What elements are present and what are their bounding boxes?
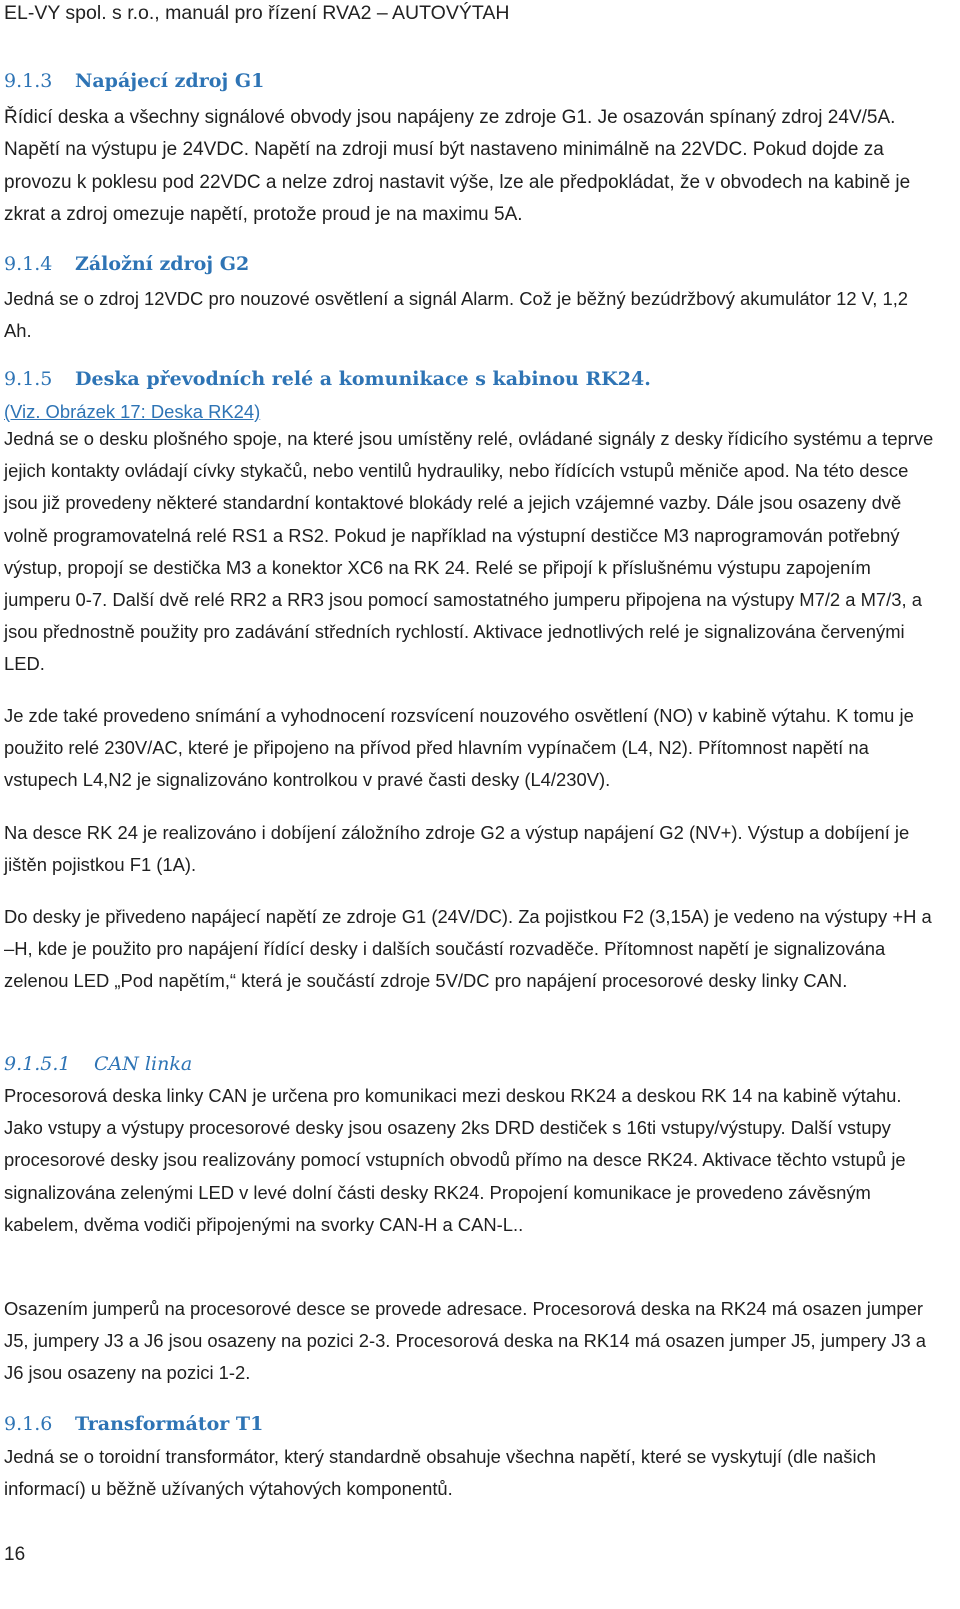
- paragraph-9-1-3: Řídicí deska a všechny signálové obvody jsou napájeny ze zdroje G1. Je osazován spínaný zdroj 24V/5A. Napětí na výstupu je 24VDC. Napětí na zdroji musí být nastaveno minimálně na 22VDC. Pokud dojde za provozu k poklesu pod 22VDC a nelze zdroj nastavit výše, lze ale předpokládat, že v obvodech na kabině je zkrat a zdroj omezuje napětí, protože proud je na maximu 5A.: [4, 107, 911, 226]
- heading-number: 9.1.5.1: [4, 1053, 71, 1075]
- header-title: EL-VY spol. s r.o., manuál pro řízení RVA2 – AUTOVÝTAH: [4, 2, 510, 24]
- heading-title: Záložní zdroj G2: [75, 253, 250, 275]
- heading-title: Deska převodních relé a komunikace s kabinou RK24.: [75, 368, 651, 390]
- heading-title: Napájecí zdroj G1: [75, 70, 265, 92]
- page-header: [4, 0, 509, 26]
- paragraph-9-1-5-1-b: Osazením jumperů na procesorové desce se provede adresace. Procesorová deska na RK24 má osazen jumper J5, jumpery J3 a J6 jsou osazeny na pozici 2-3. Procesorová deska na RK14 má osazen jumper J5, jumpery J3 a J6 jsou osazeny na pozici 1-2.: [4, 1298, 927, 1384]
- paragraph-9-1-5-d: Do desky je přivedeno napájecí napětí ze zdroje G1 (24V/DC). Za pojistkou F2 (3,15A) je vedeno na výstupy +H a –H, kde je použito pro napájení řídící desky i dalších součástí rozvaděče. Přítomnost napětí je signalizována zelenou LED „Pod napětím,“ která je součástí zdroje 5V/DC pro napájení procesorové desky linky CAN.: [4, 906, 932, 992]
- heading-9-1-6: [4, 1413, 263, 1435]
- heading-number: 9.1.6: [4, 1413, 53, 1435]
- paragraph-9-1-4: Jedná se o zdroj 12VDC pro nouzové osvětlení a signál Alarm. Což je běžný bezúdržbový akumulátor 12 V, 1,2 Ah.: [4, 288, 909, 342]
- heading-title: CAN linka: [94, 1053, 193, 1075]
- paragraph-9-1-5-b: Je zde také provedeno snímání a vyhodnocení rozsvícení nouzového osvětlení (NO) v kabině výtahu. K tomu je použito relé 230V/AC, které je připojeno na přívod před hlavním vypínačem (L4, N2). Přítomnost napětí na vstupech L4,N2 je signalizováno kontrolkou v pravé časti desky (L4/230V).: [4, 705, 914, 791]
- heading-title: Transformátor T1: [75, 1413, 264, 1435]
- paragraph-9-1-5-c: Na desce RK 24 je realizováno i dobíjení záložního zdroje G2 a výstup napájení G2 (NV+). Výstup a dobíjení je jištěn pojistkou F1 (1A).: [4, 822, 910, 876]
- heading-9-1-5: [4, 368, 651, 390]
- heading-number: 9.1.3: [4, 70, 53, 92]
- paragraph-9-1-5-1-a: Procesorová deska linky CAN je určena pro komunikaci mezi deskou RK24 a deskou RK 14 na kabině výtahu. Jako vstupy a výstupy procesorové desky jsou osazeny 2ks DRD destiček s 16ti vstupy/výstupy. Další vstupy procesorové desky jsou realizovány pomocí vstupních obvodů přímo na desce RK24. Aktivace těchto vstupů je signalizována zelenými LED v levé dolní části desky RK24. Propojení komunikace je provedeno závěsným kabelem, dvěma vodiči připojenými na svorky CAN-H a CAN-L..: [4, 1085, 906, 1235]
- paragraph-9-1-5-a: Jedná se o desku plošného spoje, na které jsou umístěny relé, ovládané signály z desky řídicího systému a teprve jejich kontakty ovládají cívky stykačů, nebo ventilů hydrauliky, nebo řídících vstupů měniče apod. Na této desce jsou již provedeny některé standardní kontaktové blokády relé a jejich vzájemné vazby. Dále jsou osazeny dvě volně programovatelná relé RS1 a RS2. Pokud je například na výstupní destičce M3 naprogramován potřebný výstup, propojí se destička M3 a konektor XC6 na RK 24. Relé se připojí k příslušnému výstupu zapojením jumperu 0-7. Další dvě relé RR2 a RR3 jsou pomocí samostatného jumperu připojena na výstupy M7/2 a M7/3, a jsou přednostně použity pro zadávání středních rychlostí. Aktivace jednotlivých relé je signalizována červenými LED.: [4, 428, 934, 675]
- paragraph-9-1-6: Jedná se o toroidní transformátor, který standardně obsahuje všechna napětí, které se vyskytují (dle našich informací) u běžně užívaných výtahových komponentů.: [4, 1446, 876, 1500]
- figure-reference-link[interactable]: (Viz. Obrázek 17: Deska RK24): [4, 401, 261, 422]
- heading-number: 9.1.4: [4, 253, 53, 275]
- heading-9-1-4: [4, 253, 249, 275]
- heading-9-1-5-1: [4, 1053, 192, 1075]
- page-number: 16: [4, 1544, 26, 1565]
- heading-number: 9.1.5: [4, 368, 53, 390]
- heading-9-1-3: [4, 70, 264, 92]
